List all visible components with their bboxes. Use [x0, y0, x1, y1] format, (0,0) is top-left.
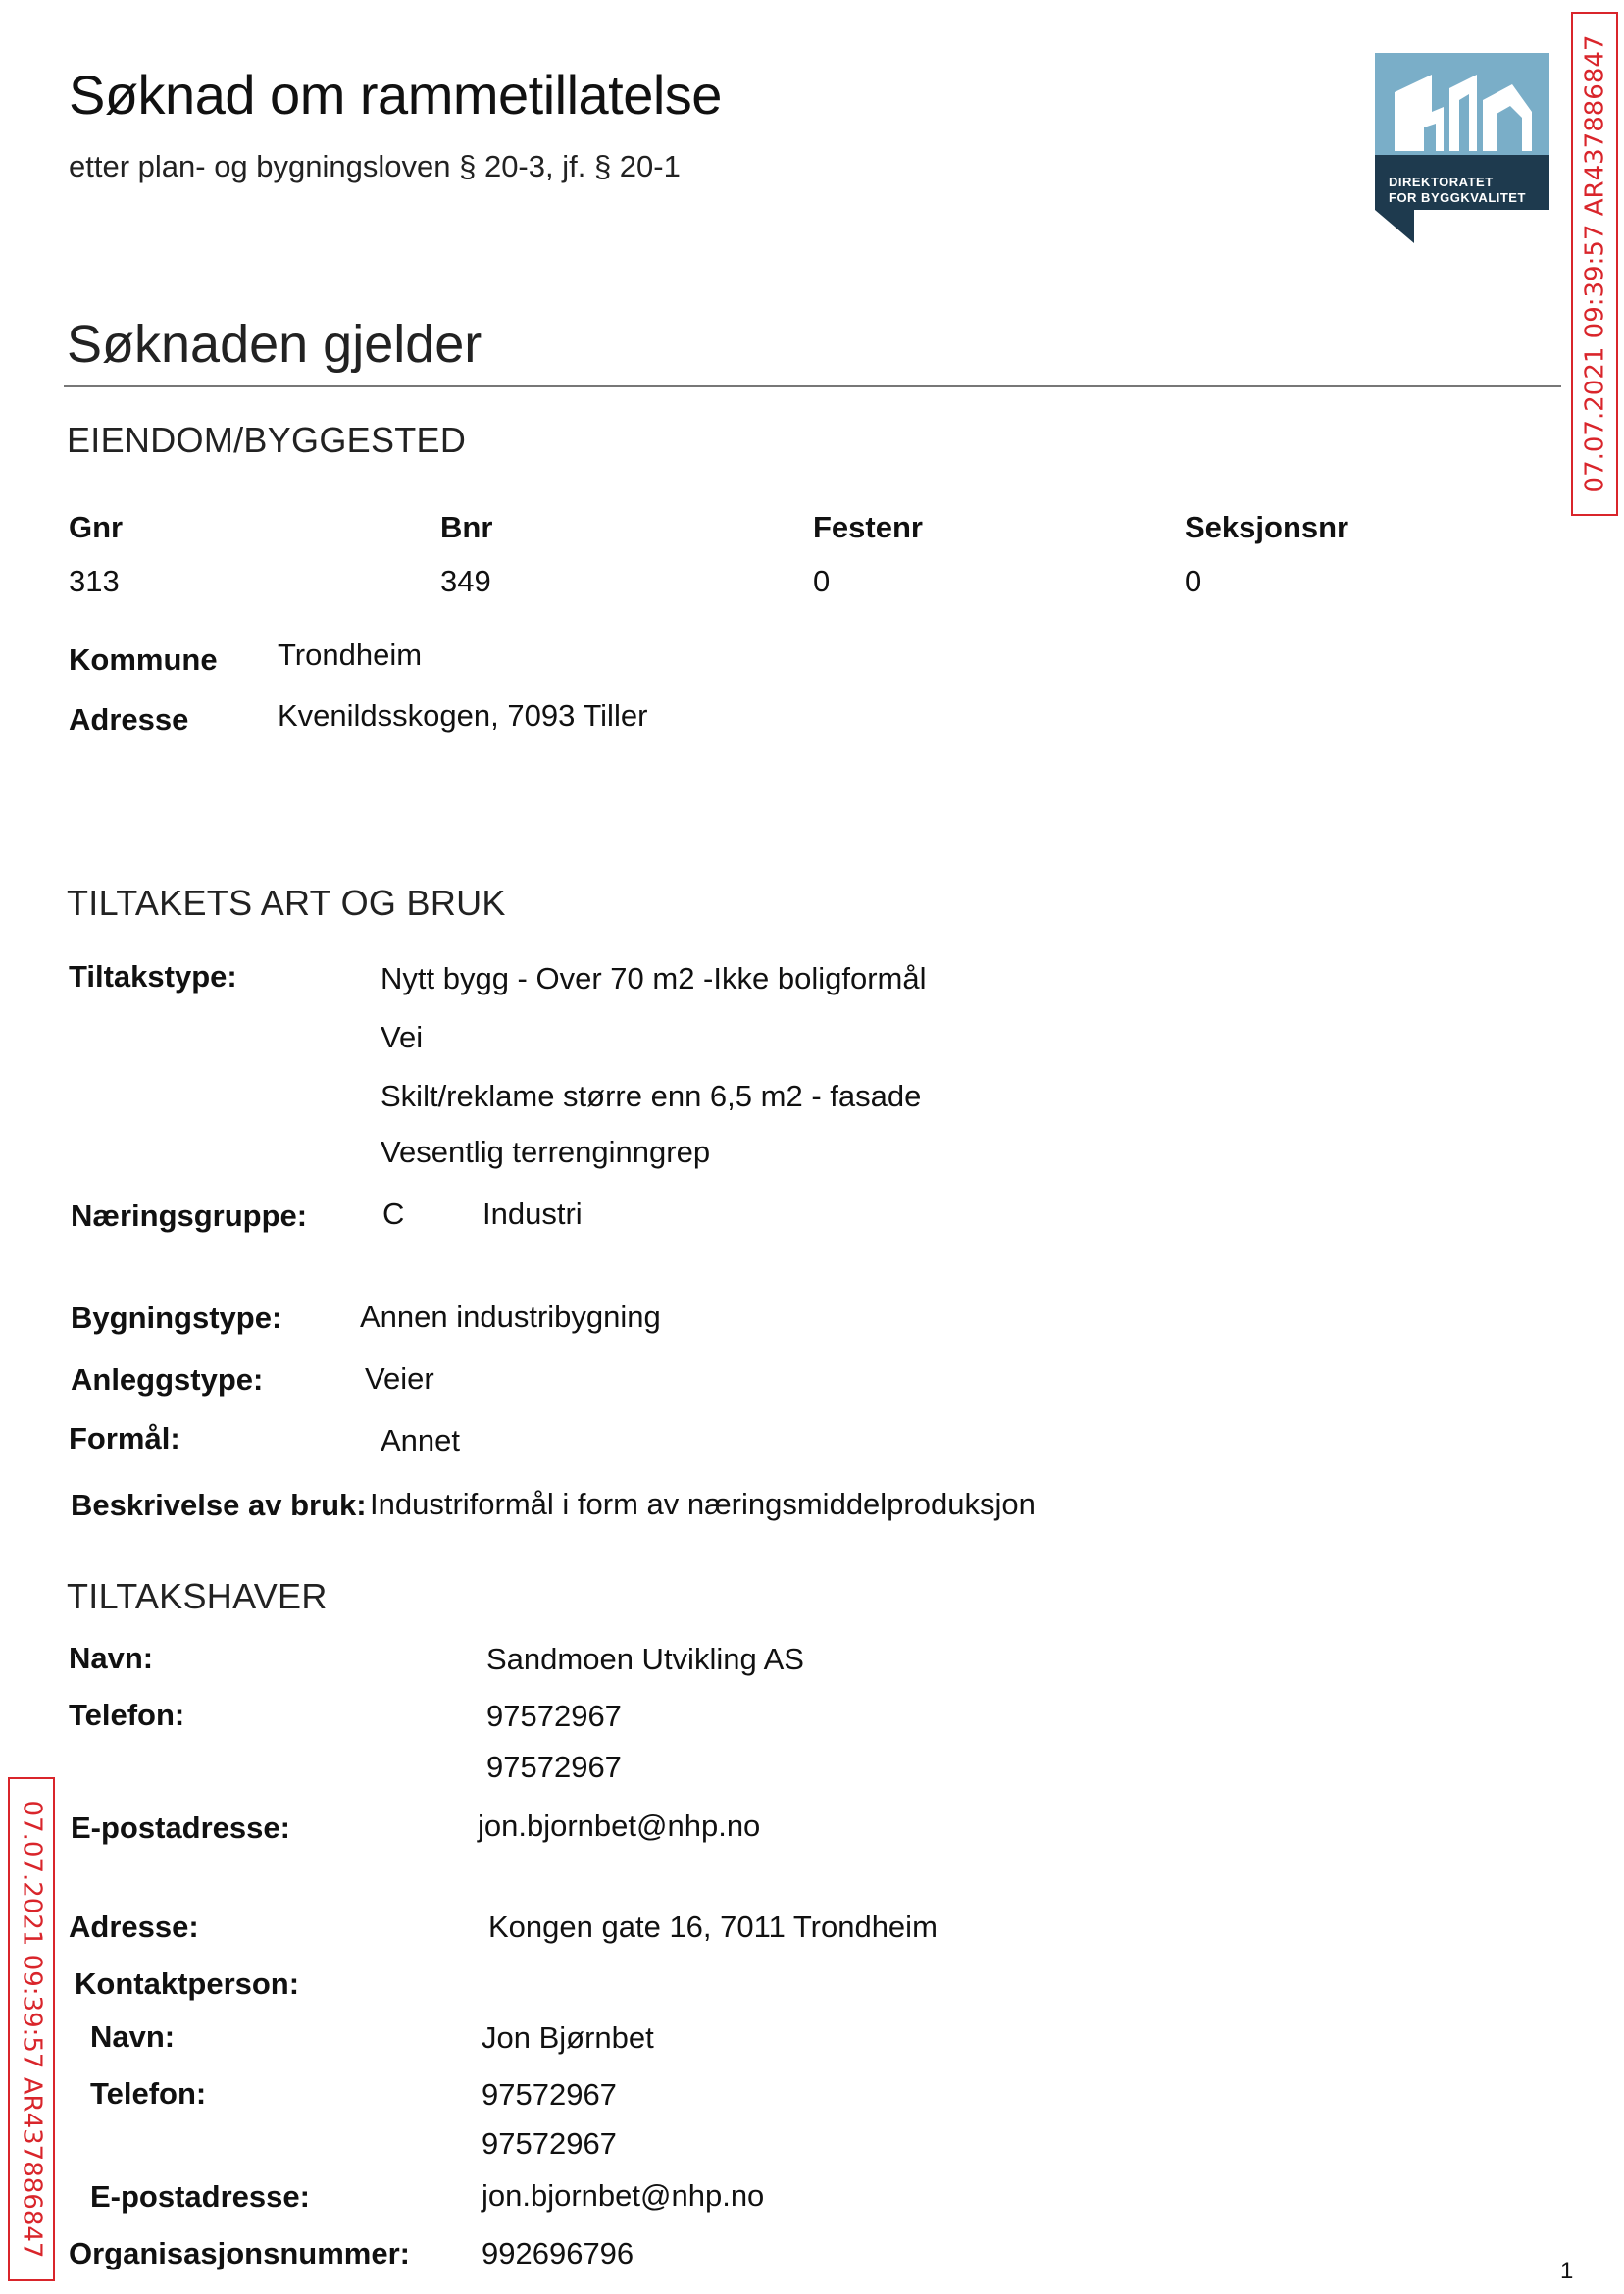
tiltakstype-item: Vesentlig terrenginngrep — [381, 1135, 711, 1169]
kommune-value: Trondheim — [278, 637, 423, 672]
kommune-label: Kommune — [69, 642, 218, 677]
tiltakshaver-telefon-value: 97572967 — [486, 1750, 622, 1784]
bnr-label: Bnr — [440, 510, 493, 544]
anleggstype-value: Veier — [365, 1361, 434, 1396]
tiltakstype-item: Vei — [381, 1020, 424, 1054]
seksjonsnr-label: Seksjonsnr — [1185, 510, 1349, 544]
building-logo-icon — [1375, 53, 1549, 243]
bygningstype-value: Annen industribygning — [360, 1300, 661, 1334]
orgnr-value: 992696796 — [482, 2236, 634, 2270]
seksjonsnr-value: 0 — [1185, 564, 1202, 598]
timestamp-stamp-left: 07.07.2021 09:39:57 AR437886847 — [8, 1777, 55, 2281]
kontakt-telefon-value: 97572967 — [482, 2077, 617, 2112]
kontakt-navn-label: Navn: — [90, 2019, 176, 2054]
festenr-value: 0 — [813, 564, 831, 598]
eiendom-heading: EIENDOM/BYGGESTED — [67, 420, 467, 460]
orgnr-label: Organisasjonsnummer: — [69, 2236, 410, 2270]
timestamp-stamp-right: 07.07.2021 09:39:57 AR437886847 — [1571, 12, 1618, 516]
adresse-label: Adresse — [69, 702, 189, 737]
formal-label: Formål: — [69, 1421, 180, 1455]
formal-value: Annet — [381, 1423, 461, 1457]
tiltakshaver-telefon-label: Telefon: — [69, 1698, 185, 1732]
tiltakshaver-adresse-label: Adresse: — [69, 1910, 199, 1944]
page-title: Søknad om rammetillatelse — [69, 64, 722, 126]
kontakt-telefon-value: 97572967 — [482, 2126, 617, 2161]
bygningstype-label: Bygningstype: — [71, 1300, 282, 1335]
kontaktperson-label: Kontaktperson: — [75, 1966, 300, 2001]
logo-text-line1: DIREKTORATET — [1389, 175, 1494, 189]
naeringsgruppe-label: Næringsgruppe: — [71, 1198, 308, 1233]
logo-text-line2: FOR BYGGKVALITET — [1389, 190, 1526, 205]
tiltakshaver-adresse-value: Kongen gate 16, 7011 Trondheim — [488, 1910, 938, 1944]
beskrivelse-label: Beskrivelse av bruk: — [71, 1488, 367, 1522]
kontakt-telefon-label: Telefon: — [90, 2076, 207, 2111]
tiltakshaver-navn-label: Navn: — [69, 1641, 154, 1675]
gnr-value: 313 — [69, 564, 120, 598]
kontakt-epost-value: jon.bjornbet@nhp.no — [482, 2178, 765, 2213]
gnr-label: Gnr — [69, 510, 124, 544]
tiltak-heading: TILTAKETS ART OG BRUK — [67, 883, 506, 923]
tiltakshaver-epost-value: jon.bjornbet@nhp.no — [478, 1809, 761, 1843]
adresse-value: Kvenildsskogen, 7093 Tiller — [278, 698, 648, 733]
festenr-label: Festenr — [813, 510, 923, 544]
naeringsgruppe-name: Industri — [482, 1197, 583, 1231]
tiltakshaver-telefon-value: 97572967 — [486, 1699, 622, 1733]
tiltakstype-label: Tiltakstype: — [69, 959, 237, 994]
section-divider — [64, 385, 1561, 387]
anleggstype-label: Anleggstype: — [71, 1362, 264, 1397]
page-subtitle: etter plan- og bygningsloven § 20-3, jf. § 20-1 — [69, 149, 681, 183]
kontakt-epost-label: E-postadresse: — [90, 2179, 310, 2214]
tiltakstype-item: Nytt bygg - Over 70 m2 -Ikke boligformål — [381, 961, 927, 995]
beskrivelse-value: Industriformål i form av næringsmiddelproduksjon — [370, 1487, 1036, 1521]
tiltakshaver-navn-value: Sandmoen Utvikling AS — [486, 1642, 804, 1676]
naeringsgruppe-code: C — [382, 1197, 405, 1231]
tiltakshaver-epost-label: E-postadresse: — [71, 1810, 290, 1845]
page-number: 1 — [1560, 2258, 1574, 2284]
tiltakshaver-heading: TILTAKSHAVER — [67, 1576, 328, 1616]
kontakt-navn-value: Jon Bjørnbet — [482, 2020, 654, 2055]
dibk-logo — [1375, 53, 1549, 243]
bnr-value: 349 — [440, 564, 491, 598]
section-title: Søknaden gjelder — [67, 315, 482, 374]
tiltakstype-item: Skilt/reklame større enn 6,5 m2 - fasade — [381, 1079, 922, 1113]
